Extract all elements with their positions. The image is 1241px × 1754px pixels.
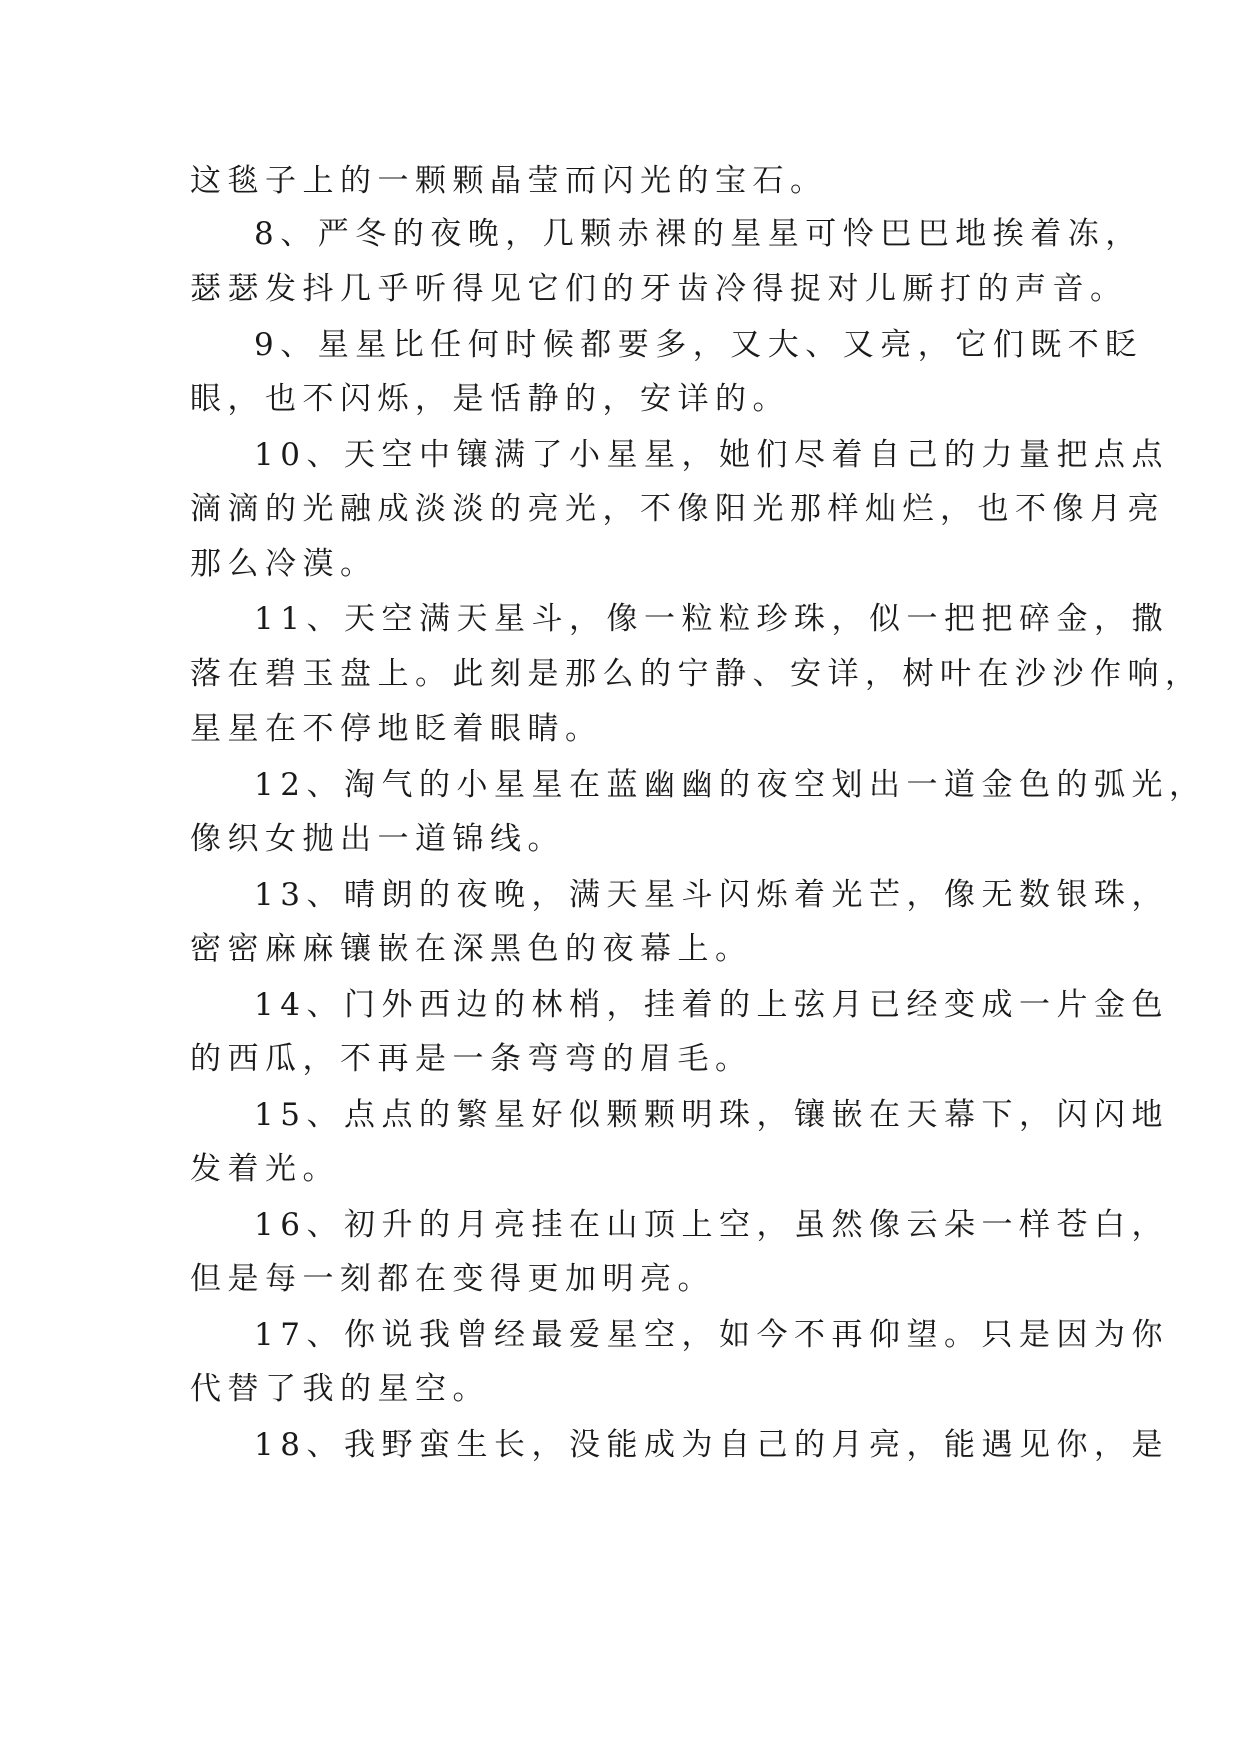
text-line: 的西瓜，不再是一条弯弯的眉毛。: [190, 1041, 753, 1077]
text-line: 15、点点的繁星好似颗颗明珠，镶嵌在天幕下，闪闪地: [254, 1097, 1169, 1133]
text-line: 11、天空满天星斗，像一粒粒珍珠，似一把把碎金，撒: [254, 601, 1169, 637]
text-line: 12、淘气的小星星在蓝幽幽的夜空划出一道金色的弧光，: [254, 767, 1207, 803]
text-line: 这毯子上的一颗颗晶莹而闪光的宝石。: [190, 163, 828, 199]
text-line: 那么冷漠。: [190, 546, 378, 582]
text-line: 但是每一刻都在变得更加明亮。: [190, 1261, 715, 1297]
text-line: 8、严冬的夜晚，几颗赤裸的星星可怜巴巴地挨着冻，: [254, 216, 1143, 252]
text-line: 落在碧玉盘上。此刻是那么的宁静、安详，树叶在沙沙作响，: [190, 656, 1203, 692]
text-line: 滴滴的光融成淡淡的亮光，不像阳光那样灿烂，也不像月亮: [190, 491, 1165, 527]
text-line: 代替了我的星空。: [190, 1371, 490, 1407]
text-line: 18、我野蛮生长，没能成为自己的月亮，能遇见你，是: [254, 1427, 1169, 1463]
text-line: 13、晴朗的夜晚，满天星斗闪烁着光芒，像无数银珠，: [254, 877, 1169, 913]
text-line: 眼，也不闪烁，是恬静的，安详的。: [190, 381, 790, 417]
text-line: 10、天空中镶满了小星星，她们尽着自己的力量把点点: [254, 437, 1169, 473]
text-line: 星星在不停地眨着眼睛。: [190, 711, 603, 747]
text-line: 发着光。: [190, 1151, 340, 1187]
text-line: 密密麻麻镶嵌在深黑色的夜幕上。: [190, 931, 753, 967]
text-line: 9、星星比任何时候都要多，又大、又亮，它们既不眨: [254, 327, 1143, 363]
text-line: 14、门外西边的林梢，挂着的上弦月已经变成一片金色: [254, 987, 1169, 1023]
text-line: 像织女抛出一道锦线。: [190, 821, 565, 857]
text-line: 17、你说我曾经最爱星空，如今不再仰望。只是因为你: [254, 1317, 1169, 1353]
text-line: 16、初升的月亮挂在山顶上空，虽然像云朵一样苍白，: [254, 1207, 1169, 1243]
text-line: 瑟瑟发抖几乎听得见它们的牙齿冷得捉对儿厮打的声音。: [190, 271, 1128, 307]
